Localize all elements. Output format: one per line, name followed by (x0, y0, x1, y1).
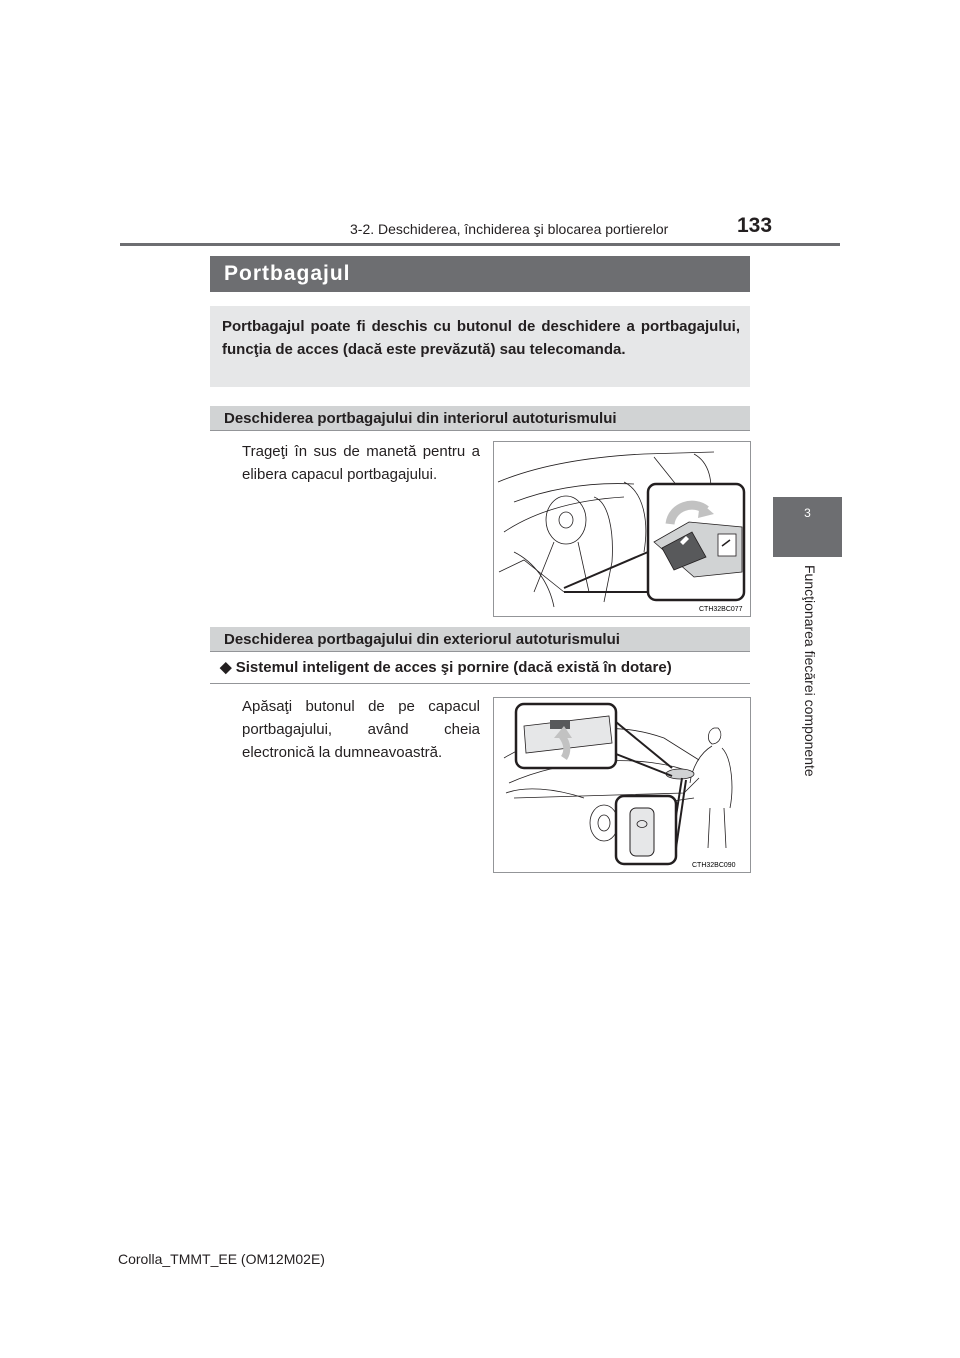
interior-release-lever-figure (493, 441, 751, 617)
bullet-heading (220, 658, 672, 676)
exterior-illustration (494, 698, 750, 872)
footer-model-code: Corolla_TMMT_EE (OM12M02E) (118, 1251, 325, 1267)
chapter-title-vertical: Funcţionarea fiecărei componente (802, 565, 818, 777)
intro-text: Portbagajul poate fi deschis cu butonul de deschidere a portbagajului, funcţia de acces (dacă este prevăzută) sau telecomanda. (222, 318, 740, 358)
figure-code-1: CTH32BC077 (699, 606, 743, 613)
subheading-exterior: Deschiderea portbagajului din exteriorul autoturismului (224, 631, 620, 648)
subheading-interior: Deschiderea portbagajului din interiorul autoturismului (224, 410, 617, 427)
chapter-tab-number: 3 (804, 506, 811, 520)
interior-illustration (494, 442, 750, 616)
bullet-rule (210, 683, 750, 684)
section-title: Portbagajul (224, 262, 351, 285)
header-rule (120, 243, 840, 246)
bullet-heading-text: Sistemul inteligent de acces şi pornire (dacă există în dotare) (235, 659, 672, 676)
figure-code-2: CTH32BC090 (692, 862, 736, 869)
interior-instructions: Trageţi în sus de manetă pentru a elibera capacul portbagajului. (242, 443, 480, 483)
exterior-trunk-button-figure (493, 697, 751, 873)
running-header: 3-2. Deschiderea, închiderea şi blocarea portierelor (350, 221, 669, 237)
page-number: 133 (737, 214, 773, 237)
diamond-bullet-icon: ◆ (220, 659, 232, 676)
exterior-instructions: Apăsaţi butonul de pe capacul portbagajului, având cheia electronică la dumneavoastră. (242, 698, 480, 761)
